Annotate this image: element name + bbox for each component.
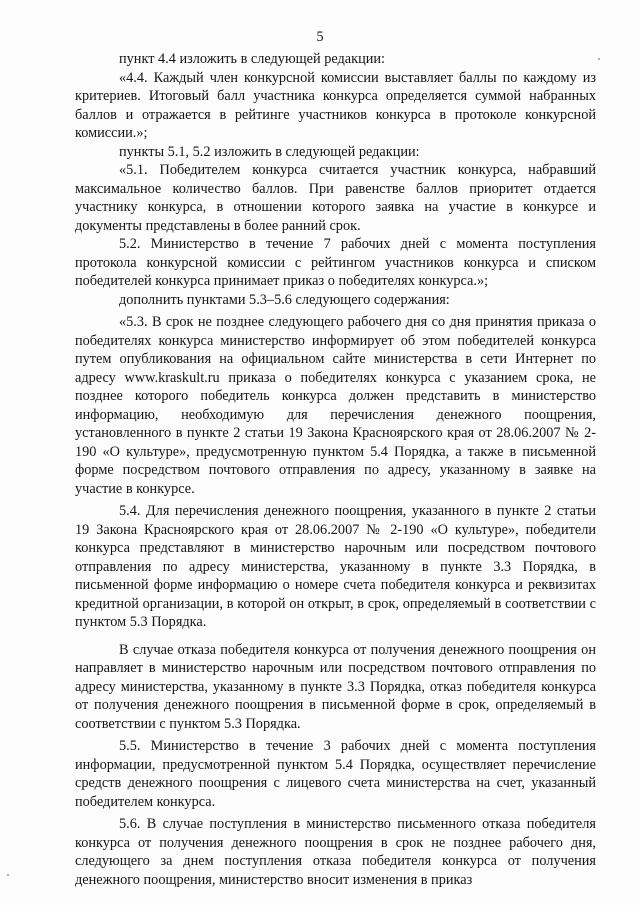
document-body bbox=[75, 50, 596, 889]
scan-speck bbox=[7, 874, 9, 876]
paragraph-5-6-text: 5.6. В случае поступления в министерство письменного отказа победителя конкурса от получения денежного поощрения в срок не позднее рабочего дня, следующего за днем поступления отказа победителя конкурса от получения денежного поощрения, министерство вносит изменения в приказ bbox=[75, 816, 596, 888]
paragraph-5-3-5-6-intro: дополнить пунктами 5.3–5.6 следующего содержания: bbox=[119, 291, 450, 308]
paragraph-5-4-text: 5.4. Для перечисления денежного поощрения, указанного в пункте 2 статьи 19 Закона Красноярского края от 28.06.2007 № 2-190 «О культуре», победители конкурса представляют в министерство нарочным или посредством почтового отправления по адресу министерства, указанному в пункте 3.3 Порядка, в письменной форме информацию о номере счета победителя конкурса и реквизитах кредитной организации, в которой он открыт, в срок, определяемый в соответствии с пунктом 5.3 Порядка. bbox=[75, 503, 596, 630]
paragraph-5-3-text: «5.3. В срок не позднее следующего рабочего дня со дня принятия приказа о победителях конкурса министерство информирует об этом победителей конкурса путем опубликования на официальном сайте министерства в сети Интернет по адресу www.kraskult.ru приказа о победителях конкурса с указанием срока, не позднее которого победитель конкурса должен представить в министерство информацию, необходимую для перечисления денежного поощрения, установленного в пункте 2 статьи 19 Закона Красноярского края от 28.06.2007 № 2-190 «О культуре», предусмотренную пунктом 5.4 Порядка, а также в письменной форме посредством почтового отправления по адресу, указанному в заявке на участие в конкурсе. bbox=[75, 314, 596, 497]
paragraph-5-1-5-2-intro: пункты 5.1, 5.2 изложить в следующей редакции: bbox=[119, 143, 420, 160]
scan-speck bbox=[598, 58, 600, 60]
paragraph-5-1-text: «5.1. Победителем конкурса считается участник конкурса, набравший максимальное количество баллов. При равенстве баллов приоритет отдается участнику конкурса, в отношении которого заявка на участие в конкурсе и документы представлены в более ранний срок. bbox=[75, 162, 596, 234]
paragraph-4-4-intro: пункт 4.4 изложить в следующей редакции: bbox=[119, 51, 386, 67]
paragraph-refusal-text: В случае отказа победителя конкурса от получения денежного поощрения он направляет в министерство нарочным или посредством почтового отправления по адресу министерства, указанному в пункте 3.3 Порядка, отказ победителя конкурса от получения денежного поощрения в письменной форме в срок, определяемый в соответствии с пунктом 5.3 Порядка. bbox=[75, 641, 596, 732]
paragraph-5-2-text: 5.2. Министерство в течение 7 рабочих дней с момента поступления протокола конкурсной комиссии с рейтингом участников конкурса и списком победителей конкурса принимает приказ о победителях конкурса.»; bbox=[75, 236, 596, 289]
paragraph-4-4-text: «4.4. Каждый член конкурсной комиссии выставляет баллы по каждому из критериев. Итоговый балл участника конкурса определяется суммой набранных баллов и отражается в рейтинге участников конкурса в протоколе конкурсной комиссии.»; bbox=[75, 69, 596, 141]
paragraph-5-5-text: 5.5. Министерство в течение 3 рабочих дней с момента поступления информации, предусмотренной пунктом 5.4 Порядка, осуществляет перечисление средств денежного поощрения с лицевого счета министерства на счет, указанный победителем конкурса. bbox=[75, 738, 596, 810]
page-number: 5 bbox=[316, 29, 324, 45]
